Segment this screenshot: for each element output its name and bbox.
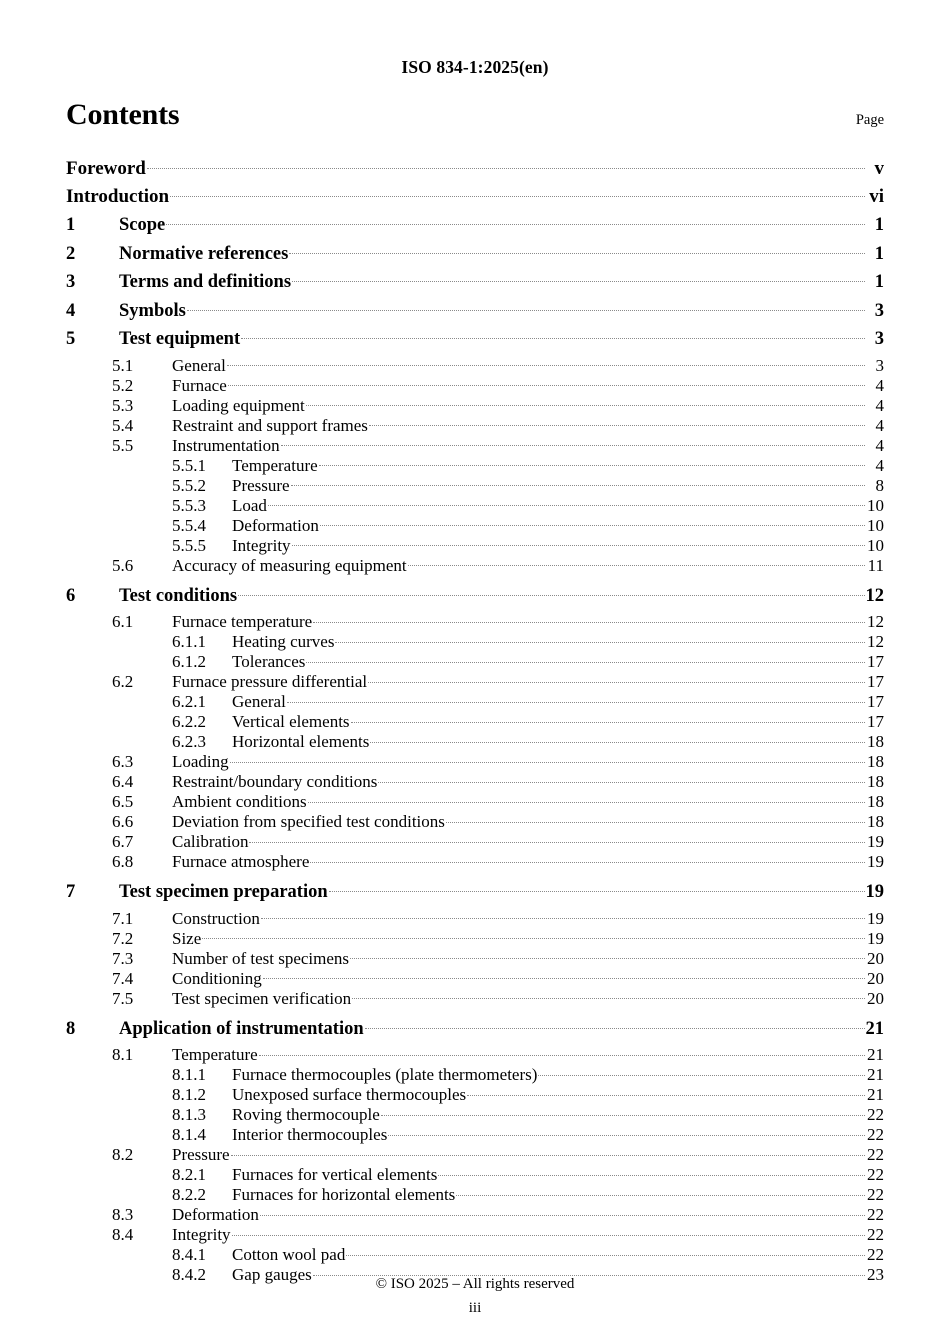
toc-entry-page-number: 21 xyxy=(867,1065,884,1084)
toc-entry-page-number: 19 xyxy=(865,882,884,902)
toc-entry-page-number: 20 xyxy=(867,968,884,988)
toc-entry-page-number: 10 xyxy=(867,495,884,515)
toc-dot-leader xyxy=(320,514,865,531)
toc-entry-number: 5.3 xyxy=(112,395,134,415)
toc-entry-page-number: 4 xyxy=(875,395,884,415)
toc-dot-leader xyxy=(291,474,865,491)
toc-entry-number: 6 xyxy=(66,585,76,606)
toc-entry-title: General xyxy=(232,692,286,711)
toc-entry-page-number: 20 xyxy=(867,988,884,1008)
table-of-contents xyxy=(66,155,884,1283)
toc-dot-leader xyxy=(268,494,865,511)
toc-entry-number: 6.6 xyxy=(112,812,134,831)
toc-entry-title: General xyxy=(172,355,226,375)
toc-dot-leader xyxy=(352,987,865,1004)
toc-dot-leader xyxy=(147,155,865,174)
toc-entry-page-number: 19 xyxy=(867,908,884,928)
toc-dot-leader xyxy=(241,326,865,345)
toc-dot-leader xyxy=(310,850,865,867)
toc-entry-title: Loading xyxy=(172,752,229,771)
toc-entry-number: 5.4 xyxy=(112,415,134,435)
toc-entry[interactable] xyxy=(66,1163,884,1183)
toc-entry-page-number: 1 xyxy=(874,272,884,292)
toc-entry[interactable] xyxy=(66,354,884,374)
toc-entry-title: Restraint/boundary conditions xyxy=(172,772,378,791)
toc-entry[interactable] xyxy=(66,690,884,710)
toc-entry[interactable] xyxy=(66,534,884,554)
toc-dot-leader xyxy=(308,790,865,807)
toc-entry-number: 5.5.2 xyxy=(172,475,206,495)
toc-entry[interactable] xyxy=(66,710,884,730)
toc-entry-page-number: 18 xyxy=(867,732,884,751)
toc-dot-leader xyxy=(538,1063,865,1080)
toc-dot-leader xyxy=(369,414,865,431)
toc-entry[interactable] xyxy=(66,454,884,474)
toc-entry-title: Conditioning xyxy=(172,968,262,988)
toc-entry-page-number: 22 xyxy=(867,1125,884,1144)
toc-entry-number: 5.5.1 xyxy=(172,455,206,475)
toc-entry-title: Test equipment xyxy=(119,329,241,349)
document-header-id: ISO 834-1:2025(en) xyxy=(401,57,549,77)
toc-entry-number: 4 xyxy=(66,300,76,321)
toc-entry[interactable] xyxy=(66,394,884,414)
toc-entry-page-number: 4 xyxy=(875,375,884,395)
toc-dot-leader xyxy=(230,750,865,767)
toc-entry-number: 7.5 xyxy=(112,988,134,1008)
toc-entry-title: Unexposed surface thermocouples xyxy=(232,1085,467,1104)
toc-entry-title: Deviation from specified test conditions xyxy=(172,812,445,831)
toc-entry-number: 6.8 xyxy=(112,852,134,871)
toc-entry-number: 1 xyxy=(66,215,76,235)
toc-entry-number: 5.5.4 xyxy=(172,515,206,535)
toc-entry-page-number: v xyxy=(874,158,884,179)
toc-entry-number: 8.2.2 xyxy=(172,1185,206,1204)
toc-entry-title: Cotton wool pad xyxy=(232,1245,346,1264)
toc-entry[interactable] xyxy=(66,610,884,630)
toc-entry-page-number: 3 xyxy=(874,300,884,321)
toc-entry-title: Heating curves xyxy=(232,632,335,651)
toc-entry-page-number: 18 xyxy=(867,792,884,811)
toc-entry[interactable] xyxy=(66,630,884,650)
toc-entry-title: Pressure xyxy=(232,475,290,495)
toc-entry-page-number: 22 xyxy=(867,1105,884,1124)
toc-entry-page-number: 17 xyxy=(867,712,884,731)
toc-entry-number: 6.1.2 xyxy=(172,652,206,671)
toc-entry-page-number: 4 xyxy=(875,455,884,475)
toc-entry[interactable] xyxy=(66,1063,884,1083)
toc-entry-title: Furnace atmosphere xyxy=(172,852,310,871)
toc-entry-page-number: 10 xyxy=(867,515,884,535)
toc-entry-number: 8.4.2 xyxy=(172,1265,206,1284)
toc-entry-title: Temperature xyxy=(232,455,318,475)
toc-entry[interactable] xyxy=(66,325,884,354)
toc-entry-title: Instrumentation xyxy=(172,435,280,455)
toc-entry-page-number: 17 xyxy=(867,652,884,671)
toc-entry-title: Tolerances xyxy=(232,652,306,671)
toc-entry-title: Symbols xyxy=(119,300,186,321)
toc-entry-page-number: 21 xyxy=(867,1045,884,1064)
toc-entry-number: 7.1 xyxy=(112,908,134,928)
toc-entry[interactable] xyxy=(66,1243,884,1263)
toc-entry-page-number: 12 xyxy=(865,585,884,606)
toc-entry-title: Gap gauges xyxy=(232,1265,312,1284)
toc-entry-title: Test specimen verification xyxy=(172,988,352,1008)
toc-dot-leader xyxy=(260,1203,865,1220)
toc-entry-number: 5.5.3 xyxy=(172,495,206,515)
toc-dot-leader xyxy=(365,1015,865,1034)
toc-dot-leader xyxy=(306,394,865,411)
toc-entry-page-number: 8 xyxy=(875,475,884,495)
toc-entry-title: Interior thermocouples xyxy=(232,1125,388,1144)
toc-entry[interactable] xyxy=(66,494,884,514)
toc-entry[interactable] xyxy=(66,1015,884,1044)
toc-entry[interactable] xyxy=(66,830,884,850)
toc-entry-title: Scope xyxy=(119,215,166,235)
toc-dot-leader xyxy=(261,907,865,924)
page-column-label: Page xyxy=(855,111,884,128)
toc-dot-leader xyxy=(446,810,865,827)
toc-entry-number: 8.2 xyxy=(112,1145,134,1164)
toc-entry-page-number: 17 xyxy=(867,692,884,711)
toc-entry-title: Test specimen preparation xyxy=(119,882,328,902)
toc-entry-number: 6.2.3 xyxy=(172,732,206,751)
toc-entry-title: Horizontal elements xyxy=(232,732,370,751)
toc-entry[interactable] xyxy=(66,268,884,297)
toc-entry[interactable] xyxy=(66,155,884,183)
toc-entry-number: 6.1.1 xyxy=(172,632,206,651)
footer-page-number: iii xyxy=(468,1300,482,1316)
toc-entry-number: 6.7 xyxy=(112,832,134,851)
toc-entry-number: 7.3 xyxy=(112,948,134,968)
toc-entry[interactable] xyxy=(66,183,884,211)
toc-dot-leader xyxy=(370,730,865,747)
toc-dot-leader xyxy=(388,1123,865,1140)
toc-entry-title: Introduction xyxy=(66,186,170,207)
toc-entry-page-number: 4 xyxy=(875,415,884,435)
toc-entry-title: Application of instrumentation xyxy=(119,1018,364,1039)
toc-entry-number: 6.3 xyxy=(112,752,134,771)
toc-entry-title: Construction xyxy=(172,908,260,928)
toc-entry-number: 5.6 xyxy=(112,555,134,575)
toc-entry-number: 7 xyxy=(66,882,76,902)
toc-entry[interactable] xyxy=(66,1103,884,1123)
toc-entry-title: Vertical elements xyxy=(232,712,350,731)
toc-entry-page-number: 4 xyxy=(875,435,884,455)
toc-entry[interactable] xyxy=(66,730,884,750)
toc-entry-page-number: 20 xyxy=(867,948,884,968)
toc-entry-number: 3 xyxy=(66,272,76,292)
toc-entry-page-number: 22 xyxy=(867,1145,884,1164)
toc-entry-page-number: 23 xyxy=(867,1265,884,1284)
toc-entry-page-number: 18 xyxy=(867,812,884,831)
toc-entry-page-number: 22 xyxy=(867,1225,884,1244)
toc-entry[interactable] xyxy=(66,987,884,1007)
toc-entry-title: Furnace xyxy=(172,375,227,395)
toc-entry[interactable] xyxy=(66,211,884,240)
toc-entry-number: 5.1 xyxy=(112,355,134,375)
toc-dot-leader xyxy=(232,1223,865,1240)
toc-entry[interactable] xyxy=(66,1143,884,1163)
toc-entry[interactable] xyxy=(66,927,884,947)
toc-entry[interactable] xyxy=(66,474,884,494)
toc-entry-number: 5.5 xyxy=(112,435,134,455)
toc-entry-page-number: 22 xyxy=(867,1245,884,1264)
toc-dot-leader xyxy=(306,650,865,667)
toc-entry-number: 6.2.2 xyxy=(172,712,206,731)
toc-entry-page-number: 22 xyxy=(867,1205,884,1224)
toc-entry-page-number: 1 xyxy=(874,243,884,264)
toc-entry-title: Furnace pressure differential xyxy=(172,672,368,691)
toc-dot-leader xyxy=(228,374,865,391)
toc-entry-number: 8.4.1 xyxy=(172,1245,206,1264)
toc-dot-leader xyxy=(292,534,865,551)
toc-entry[interactable] xyxy=(66,947,884,967)
toc-entry-number: 5.5.5 xyxy=(172,535,206,555)
toc-entry-page-number: 10 xyxy=(867,535,884,555)
toc-entry-number: 8.1.4 xyxy=(172,1125,206,1144)
toc-entry-title: Integrity xyxy=(232,535,291,555)
toc-entry-number: 8.3 xyxy=(112,1205,134,1224)
toc-entry-page-number: 19 xyxy=(867,832,884,851)
toc-dot-leader xyxy=(249,830,865,847)
toc-entry[interactable] xyxy=(66,514,884,534)
toc-entry-page-number: 3 xyxy=(875,355,884,375)
toc-entry-page-number: 22 xyxy=(867,1185,884,1204)
toc-entry[interactable] xyxy=(66,967,884,987)
toc-entry-title: Integrity xyxy=(172,1225,231,1244)
toc-dot-leader xyxy=(281,434,865,451)
toc-dot-leader xyxy=(292,269,865,288)
toc-entry[interactable] xyxy=(66,297,884,326)
toc-dot-leader xyxy=(187,297,865,316)
toc-entry-page-number: vi xyxy=(869,186,884,207)
toc-entry[interactable] xyxy=(66,1223,884,1243)
toc-entry[interactable] xyxy=(66,1123,884,1143)
toc-entry-page-number: 19 xyxy=(867,928,884,948)
toc-entry-page-number: 19 xyxy=(867,852,884,871)
toc-entry-page-number: 21 xyxy=(867,1085,884,1104)
toc-entry[interactable] xyxy=(66,582,884,611)
toc-entry-page-number: 22 xyxy=(867,1165,884,1184)
page-title: Contents xyxy=(66,98,180,131)
toc-entry[interactable] xyxy=(66,1203,884,1223)
toc-dot-leader xyxy=(287,690,865,707)
toc-entry-title: Furnace temperature xyxy=(172,612,313,631)
toc-entry-title: Temperature xyxy=(172,1045,258,1064)
toc-entry[interactable] xyxy=(66,240,884,269)
toc-entry[interactable] xyxy=(66,554,884,574)
toc-entry-title: Restraint and support frames xyxy=(172,415,368,435)
toc-dot-leader xyxy=(351,710,865,727)
toc-entry-page-number: 18 xyxy=(867,772,884,791)
toc-dot-leader xyxy=(202,927,865,944)
toc-entry-title: Foreword xyxy=(66,158,146,179)
toc-dot-leader xyxy=(227,354,865,371)
toc-entry-number: 8 xyxy=(66,1018,76,1039)
toc-entry-page-number: 12 xyxy=(867,612,884,631)
toc-entry-title: Deformation xyxy=(172,1205,259,1224)
toc-entry-number: 6.5 xyxy=(112,792,134,811)
toc-dot-leader xyxy=(170,183,865,202)
toc-entry-title: Terms and definitions xyxy=(119,272,292,292)
toc-dot-leader xyxy=(350,947,865,964)
toc-dot-leader xyxy=(166,212,865,231)
toc-entry-number: 7.2 xyxy=(112,928,134,948)
toc-entry-page-number: 3 xyxy=(874,329,884,349)
toc-entry[interactable] xyxy=(66,650,884,670)
toc-entry[interactable] xyxy=(66,907,884,927)
toc-dot-leader xyxy=(438,1163,865,1180)
toc-entry-number: 8.1.3 xyxy=(172,1105,206,1124)
toc-entry-title: Number of test specimens xyxy=(172,948,350,968)
toc-dot-leader xyxy=(289,240,865,259)
toc-entry-page-number: 12 xyxy=(867,632,884,651)
toc-entry-page-number: 11 xyxy=(867,555,884,575)
toc-entry-title: Calibration xyxy=(172,832,249,851)
toc-entry-number: 5.2 xyxy=(112,375,134,395)
toc-entry[interactable] xyxy=(66,790,884,810)
toc-entry-title: Loading equipment xyxy=(172,395,305,415)
toc-entry-title: Deformation xyxy=(232,515,319,535)
toc-entry[interactable] xyxy=(66,810,884,830)
toc-entry-title: Furnace thermocouples (plate thermometers) xyxy=(232,1065,538,1084)
toc-dot-leader xyxy=(263,967,865,984)
toc-dot-leader xyxy=(408,554,865,571)
contents-heading-row xyxy=(66,100,884,130)
toc-entry[interactable] xyxy=(66,434,884,454)
toc-entry-number: 8.4 xyxy=(112,1225,134,1244)
toc-entry[interactable] xyxy=(66,1083,884,1103)
toc-dot-leader xyxy=(368,670,865,687)
toc-entry-title: Load xyxy=(232,495,267,515)
toc-dot-leader xyxy=(313,610,865,627)
toc-dot-leader xyxy=(238,582,864,601)
toc-entry-title: Size xyxy=(172,928,202,948)
toc-entry-number: 6.2.1 xyxy=(172,692,206,711)
toc-entry[interactable] xyxy=(66,414,884,434)
toc-entry-number: 6.1 xyxy=(112,612,134,631)
footer-copyright: © ISO 2025 – All rights reserved xyxy=(375,1276,575,1292)
toc-entry-number: 7.4 xyxy=(112,968,134,988)
toc-entry[interactable] xyxy=(66,670,884,690)
toc-entry-number: 6.2 xyxy=(112,672,134,691)
toc-dot-leader xyxy=(467,1083,865,1100)
toc-dot-leader xyxy=(329,879,865,898)
toc-entry[interactable] xyxy=(66,1043,884,1063)
toc-entry-number: 5 xyxy=(66,329,76,349)
toc-entry-title: Normative references xyxy=(119,243,289,264)
toc-entry-title: Ambient conditions xyxy=(172,792,307,811)
toc-dot-leader xyxy=(319,454,865,471)
toc-entry-number: 8.1.2 xyxy=(172,1085,206,1104)
toc-entry-title: Accuracy of measuring equipment xyxy=(172,555,407,575)
toc-entry-title: Furnaces for vertical elements xyxy=(232,1165,438,1184)
toc-entry-title: Roving thermocouple xyxy=(232,1105,380,1124)
toc-dot-leader xyxy=(346,1243,865,1260)
toc-entry-title: Furnaces for horizontal elements xyxy=(232,1185,456,1204)
toc-entry[interactable] xyxy=(66,850,884,870)
toc-dot-leader xyxy=(231,1143,865,1160)
toc-entry-title: Pressure xyxy=(172,1145,230,1164)
toc-entry-page-number: 21 xyxy=(865,1018,884,1039)
toc-entry-page-number: 17 xyxy=(867,672,884,691)
toc-entry-number: 6.4 xyxy=(112,772,134,791)
toc-entry-number: 8.1 xyxy=(112,1045,134,1064)
toc-entry[interactable] xyxy=(66,374,884,394)
toc-entry-number: 8.2.1 xyxy=(172,1165,206,1184)
toc-entry-page-number: 1 xyxy=(874,215,884,235)
toc-entry-number: 8.1.1 xyxy=(172,1065,206,1084)
toc-entry-page-number: 18 xyxy=(867,752,884,771)
toc-dot-leader xyxy=(259,1043,865,1060)
toc-entry-number: 2 xyxy=(66,243,76,264)
toc-dot-leader xyxy=(335,630,865,647)
toc-entry[interactable] xyxy=(66,878,884,907)
toc-dot-leader xyxy=(456,1183,865,1200)
toc-dot-leader xyxy=(381,1103,865,1120)
toc-entry[interactable] xyxy=(66,750,884,770)
toc-dot-leader xyxy=(378,770,865,787)
toc-entry-title: Test conditions xyxy=(119,585,238,606)
toc-entry[interactable] xyxy=(66,1183,884,1203)
toc-entry[interactable] xyxy=(66,770,884,790)
